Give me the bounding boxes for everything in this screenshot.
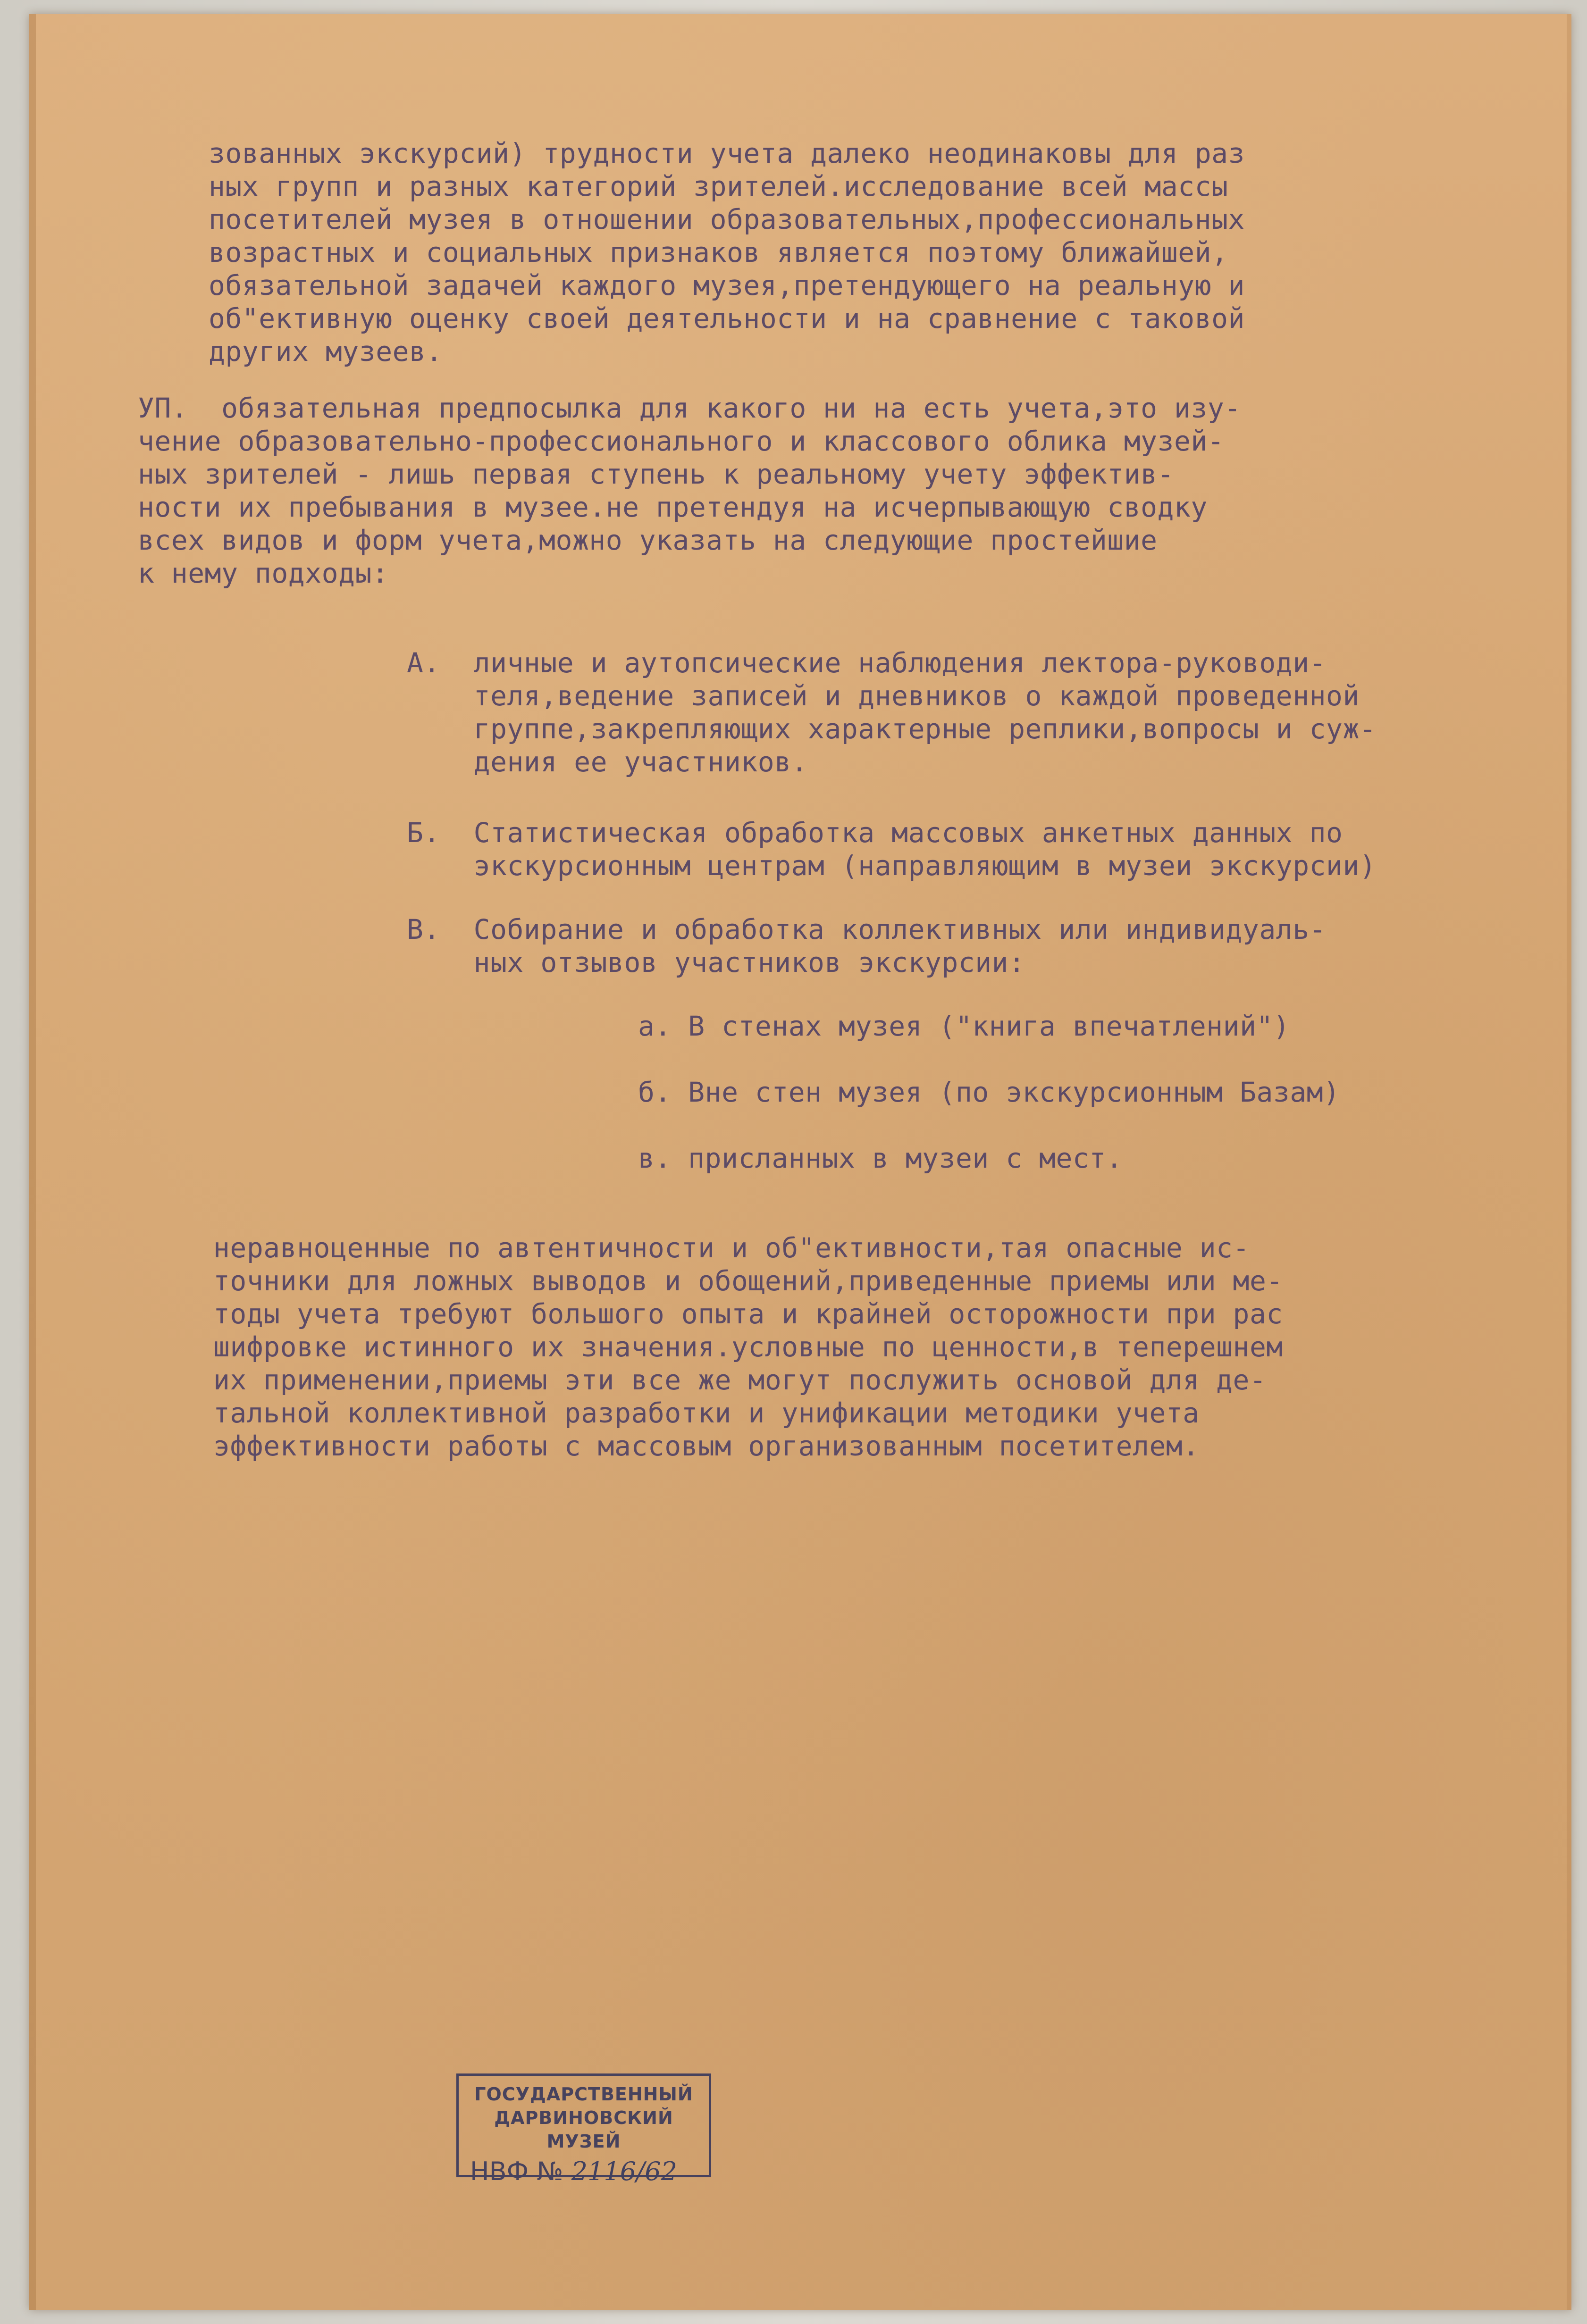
- stamp-prefix: НВФ №: [470, 2157, 563, 2186]
- stamp-inventory-number: [459, 2156, 709, 2187]
- stamp-line-1: ГОСУДАРСТВЕННЫЙ: [474, 2084, 693, 2105]
- paragraph-conclusion: неравноценные по автентичности и об"ективности,тая опасные ис- точники для ложных выводов и обощений,приведенные приемы или ме- тоды учета требуют большого опыта и крайней осторожности при рас шифровке истинного их значения.условные по ценности,в теперешнем их применении,приемы эти все же могут послужить основой для де- тальной коллективной разработки и унификации методики учета эффективности работы с массовым организованным посетителем.: [213, 1232, 1283, 1462]
- list-item-v: В. Собирание и обработка коллективных или индивидуаль- ных отзывов участников экскурсии:: [407, 913, 1327, 978]
- list-item-b: Б. Статистическая обработка массовых анкетных данных по экскурсионным центрам (направляющим в музеи экскурсии): [407, 817, 1377, 882]
- museum-archive-stamp: [456, 2073, 711, 2186]
- sub-item-b: б. Вне стен музея (по экскурсионным Базам): [638, 1076, 1340, 1108]
- paragraph-section-7: УП. обязательная предпосылка для какого ни на есть учета,это изу- чение образовательно-профессионального и классового облика музей- ных зрителей - лишь первая ступень к реальному учету эффектив- ности их пребывания в музее.не претендуя на исчерпывающую сводку всех видов и форм учета,можно указать на следующие простейшие к нему подходы:: [138, 392, 1241, 589]
- list-item-a: А. личные и аутопсические наблюдения лектора-руководи- теля,ведение записей и дневников о каждой проведенной группе,закрепляющих характерные реплики,вопросы и суж- дения ее участников.: [407, 647, 1377, 778]
- paragraph-continuation: зованных экскурсий) трудности учета далеко неодинаковы для раз ных групп и разных категорий зрителей.исследование всей массы посетителей музея в отношении образовательных,профессиональных возрастных и социальных признаков является поэтому ближайшей, обязательной задачей каждого музея,претендующего на реальную и об"ективную оценку своей деятельности и на сравнение с таковой других музеев.: [209, 137, 1245, 368]
- sub-item-a: а. В стенах музея ("книга впечатлений"): [638, 1010, 1290, 1042]
- stamp-line-2: ДАРВИНОВСКИЙ МУЗЕЙ: [494, 2107, 673, 2152]
- sub-item-v: в. присланных в музеи с мест.: [638, 1142, 1123, 1174]
- document-page: [29, 14, 1571, 2310]
- stamp-handwritten-number: 2116/62: [571, 2157, 677, 2186]
